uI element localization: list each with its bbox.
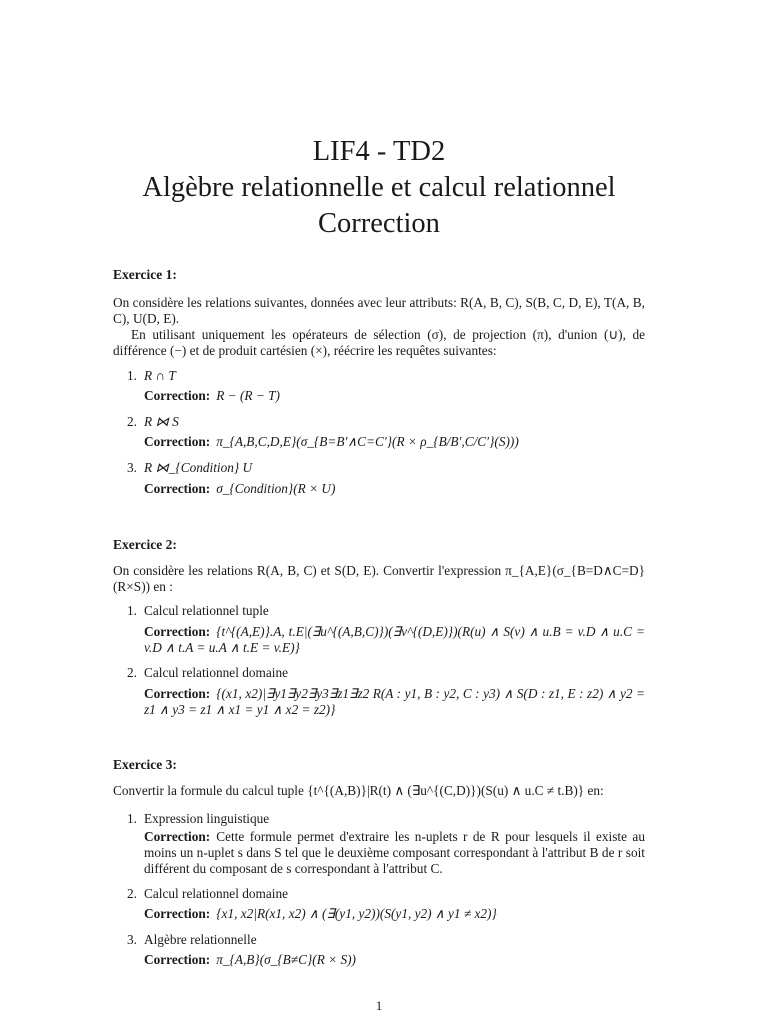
- exercise-3-intro: Convertir la formule du calcul tuple {t^{(A,B)}|R(t) ∧ (∃u^{(C,D)})(S(u) ∧ u.C ≠ t.B)} en:: [113, 783, 604, 798]
- exercise-2-correction-1: Correction: {t^{(A,E)}.A, t.E|(∃u^{(A,B,C)})(∃v^{(D,E)})(R(u) ∧ S(v) ∧ u.B = v.D ∧ u.C = v.D ∧ t.A = u.A ∧ t.E = v.E)}: [144, 624, 645, 655]
- exercise-2-correction-2: Correction: {(x1, x2)|∃y1∃y2∃y3∃z1∃z2 R(A : y1, B : y2, C : y3) ∧ S(D : z1, E : z2) ∧ y2 = z1 ∧ y3 = z1 ∧ x1 = y1 ∧ x2 = z2)}: [144, 686, 645, 717]
- title-line-1: LIF4 - TD2: [312, 136, 446, 167]
- exercise-3-item-2: 2. Calcul relationnel domaine: [127, 886, 288, 901]
- exercise-1-correction-1: Correction: R − (R − T): [144, 388, 280, 403]
- exercise-1-intro: On considère les relations suivantes, données avec leur attributs: R(A, B, C), S(B, C, D, E), T(A, B, C), U(D, E).: [113, 295, 645, 326]
- exercise-2-item-2: 2. Calcul relationnel domaine: [127, 665, 288, 680]
- exercise-3-item-3: 3. Algèbre relationnelle: [127, 932, 257, 947]
- exercise-1-correction-3: Correction: σ_{Condition}(R × U): [144, 481, 336, 496]
- exercise-3-item-1: 1. Expression linguistique: [127, 811, 270, 826]
- query: R ⋈ S: [144, 414, 179, 429]
- page-number: 1: [375, 998, 383, 1013]
- exercise-1-item-2: 2. R ⋈ S: [127, 414, 179, 429]
- query: R ∩ T: [144, 368, 176, 383]
- exercise-3-correction-1: Correction: Cette formule permet d'extraire les n-uplets r de R pour lesquels il existe au moins un n-uplet s dans S tel que le deuxième composant correspondant à l'attribut B de r soit différent du composant de s correspondant à l'attribut C.: [144, 829, 645, 876]
- query: R ⋈_{Condition} U: [144, 460, 253, 475]
- exercise-1-correction-2: Correction: π_{A,B,C,D,E}(σ_{B=B′∧C=C′}(R × ρ_{B/B′,C/C′}(S))): [144, 434, 519, 449]
- exercise-3-correction-2: Correction: {x1, x2|R(x1, x2) ∧ (∃(y1, y2))(S(y1, y2) ∧ y1 ≠ x2)}: [144, 906, 497, 921]
- document-title: [113, 134, 645, 242]
- exercise-2-intro: On considère les relations R(A, B, C) et S(D, E). Convertir l'expression π_{A,E}(σ_{B=D∧C=D}(R×S)) en :: [113, 563, 645, 594]
- exercise-2-heading: Exercice 2:: [113, 537, 177, 552]
- exercise-2-item-1: 1. Calcul relationnel tuple: [127, 603, 269, 618]
- exercise-1-item-3: 3. R ⋈_{Condition} U: [127, 460, 253, 475]
- exercise-1-item-1: 1. R ∩ T: [127, 368, 176, 383]
- exercise-3-heading: Exercice 3:: [113, 757, 177, 772]
- title-line-2: Algèbre relationnelle et calcul relationnel: [142, 172, 616, 203]
- exercise-3-correction-3: Correction: π_{A,B}(σ_{B≠C}(R × S)): [144, 952, 356, 967]
- exercise-1-instructions: En utilisant uniquement les opérateurs de sélection (σ), de projection (π), d'union (∪), de différence (−) et de produit cartésien (×), réécrire les requêtes suivantes:: [113, 327, 645, 358]
- title-line-3: Correction: [318, 208, 440, 239]
- exercise-1-heading: Exercice 1:: [113, 267, 177, 282]
